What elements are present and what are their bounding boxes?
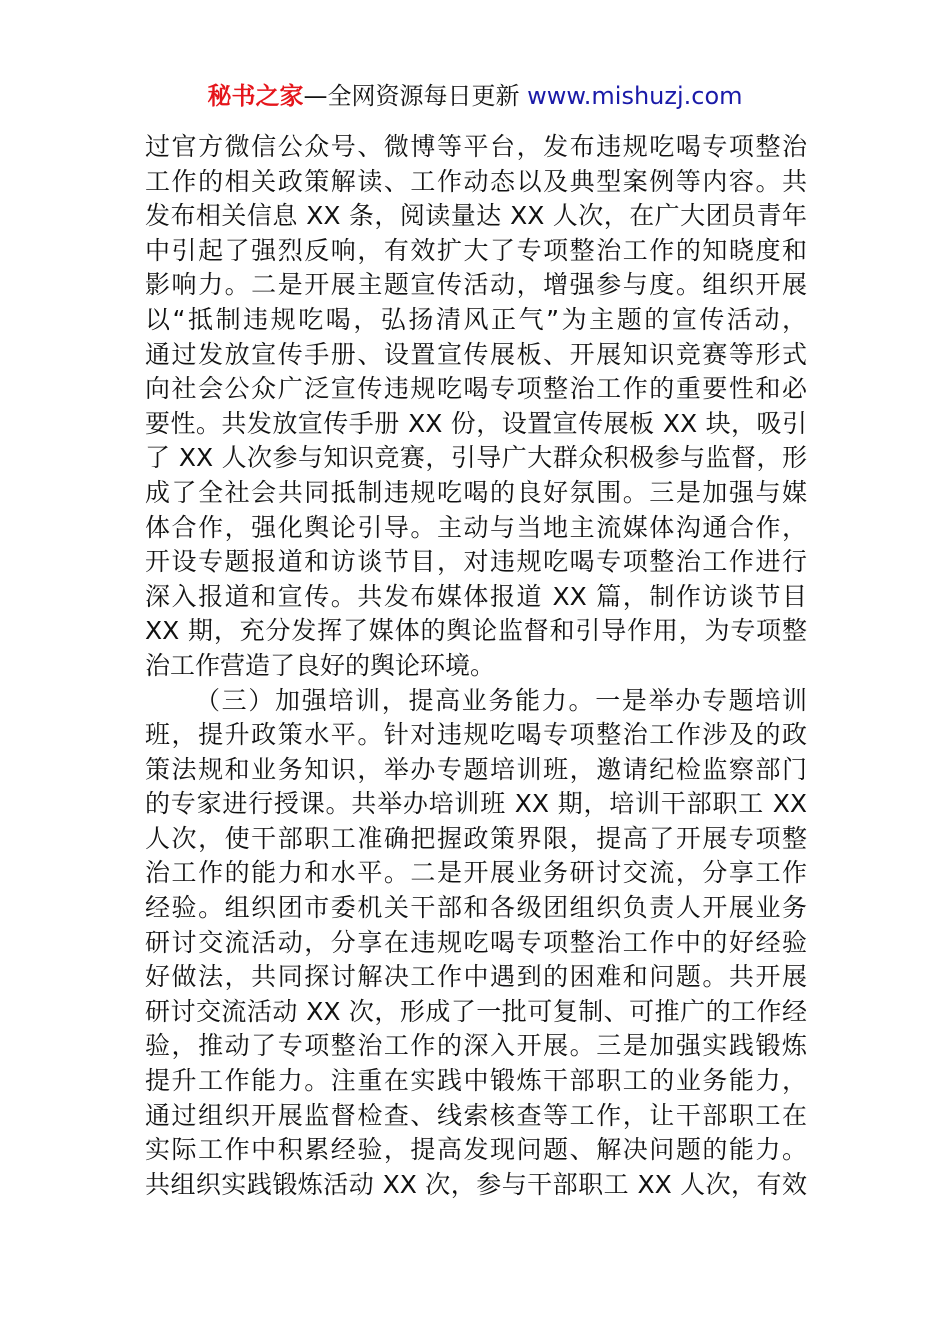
text-line: 治工作的能力和水平。二是开展业务研讨交流，分享工作 [145, 858, 807, 888]
text-line: 通过组织开展监督检查、线索核查等工作，让干部职工在 [145, 1100, 807, 1130]
section-heading-line: （三）加强培训，提高业务能力。一是举办专题培训 [195, 685, 807, 715]
text-line: 验，推动了专项整治工作的深入开展。三是加强实践锻炼 [145, 1031, 807, 1061]
text-line: 经验。组织团市委机关干部和各级团组织负责人开展业务 [145, 893, 807, 923]
text-line: 开设专题报道和访谈节目，对违规吃喝专项整治工作进行 [145, 547, 807, 577]
text-line: 好做法，共同探讨解决工作中遇到的困难和问题。共开展 [145, 962, 807, 992]
page-header [0, 80, 950, 112]
text-line: 中引起了强烈反响，有效扩大了专项整治工作的知晓度和 [145, 235, 807, 265]
text-line: 通过发放宣传手册、设置宣传展板、开展知识竞赛等形式 [145, 339, 807, 369]
brand-name: 秘书之家 [207, 82, 304, 110]
text-line: 共组织实践锻炼活动 XX 次，参与干部职工 XX 人次，有效 [145, 1169, 807, 1199]
text-line: 了 XX 人次参与知识竞赛，引导广大群众积极参与监督，形 [145, 443, 807, 473]
text-line: 班，提升政策水平。针对违规吃喝专项整治工作涉及的政 [145, 720, 807, 750]
text-line: XX 期，充分发挥了媒体的舆论监督和引导作用，为专项整 [145, 616, 807, 646]
text-line: 治工作营造了良好的舆论环境。 [145, 650, 496, 680]
text-line: 要性。共发放宣传手册 XX 份，设置宣传展板 XX 块，吸引 [145, 408, 807, 438]
text-line: 实际工作中积累经验，提高发现问题、解决问题的能力。 [145, 1135, 807, 1165]
text-line: 成了全社会共同抵制违规吃喝的良好氛围。三是加强与媒 [145, 477, 807, 507]
text-line: 策法规和业务知识，举办专题培训班，邀请纪检监察部门 [145, 754, 807, 784]
text-line: 影响力。二是开展主题宣传活动，增强参与度。组织开展 [145, 270, 807, 300]
header-slogan: —全网资源每日更新 [303, 82, 520, 110]
text-line: 人次，使干部职工准确把握政策界限，提高了开展专项整 [145, 823, 807, 853]
text-line: 过官方微信公众号、微博等平台，发布违规吃喝专项整治 [145, 132, 807, 161]
text-line: 体合作，强化舆论引导。主动与当地主流媒体沟通合作， [145, 512, 807, 542]
document-body [145, 130, 807, 1202]
text-line: 深入报道和宣传。共发布媒体报道 XX 篇，制作访谈节目 [145, 581, 807, 611]
text-line: 工作的相关政策解读、工作动态以及典型案例等内容。共 [145, 166, 807, 196]
text-line: 发布相关信息 XX 条，阅读量达 XX 人次，在广大团员青年 [145, 201, 807, 231]
text-line: 以“抵制违规吃喝，弘扬清风正气”为主题的宣传活动， [145, 304, 807, 334]
website-link[interactable]: www.mishuzj.com [527, 82, 743, 110]
text-line: 的专家进行授课。共举办培训班 XX 期，培训干部职工 XX [145, 789, 807, 819]
text-line: 研讨交流活动，分享在违规吃喝专项整治工作中的好经验 [145, 927, 807, 957]
text-line: 提升工作能力。注重在实践中锻炼干部职工的业务能力， [145, 1066, 807, 1096]
text-line: 研讨交流活动 XX 次，形成了一批可复制、可推广的工作经 [145, 996, 807, 1026]
text-line: 向社会公众广泛宣传违规吃喝专项整治工作的重要性和必 [145, 374, 807, 404]
